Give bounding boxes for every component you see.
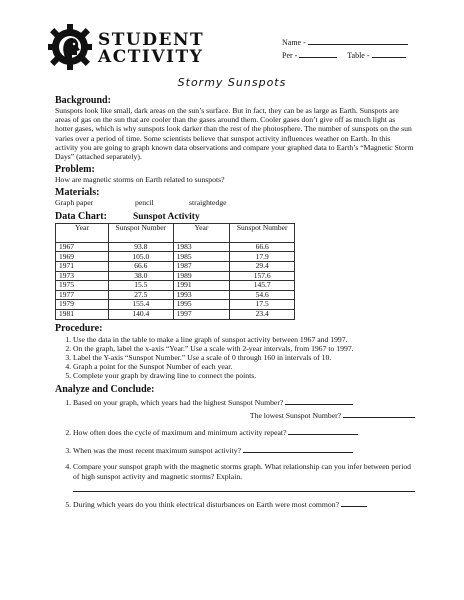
sunspot-number-cell: 29.4	[230, 262, 295, 272]
sunspot-number-cell: 17.5	[230, 300, 295, 310]
background-text: Sunspots look like small, dark areas on the sun’s surface. But in fact, they can be as large as Earth. Sunspots are areas of gas on the sun that are cooler than the gases around them. Cooler gases don’t give off as much light as hotter gases, which is why sunspots look darker than the rest of the photosphere. The number of sunspots on the sun varies over a period of time. Some scientists believe that sunspot activity influences weather on Earth. In this activity you are going to graph known data observations and compare your graphed data to Earth’s “Magnetic Storm Days” (attached separately).	[55, 106, 414, 162]
answer-line-2[interactable]	[288, 427, 358, 435]
question-5-text: During which years do you think electrical disturbances on Earth were most common?	[73, 500, 339, 510]
procedure-step: 2. On the graph, label the x-axis “Year.” Use a scale with 2-year intervals, from 1967 to 1997.	[73, 344, 415, 353]
question-1b-text: The lowest Sunspot Number?	[249, 411, 342, 420]
problem-heading: Problem:	[55, 164, 95, 176]
answer-line-3[interactable]	[243, 445, 353, 453]
sunspot-number-cell: 140.4	[108, 309, 173, 319]
year-cell: 1981	[56, 309, 109, 319]
answer-line-1a[interactable]	[285, 397, 353, 405]
sunspot-number-cell: 145.7	[230, 281, 295, 291]
materials-list	[55, 198, 415, 207]
year-cell: 1973	[56, 271, 109, 281]
sunspot-data-table	[55, 223, 295, 320]
materials-heading: Materials:	[55, 187, 100, 199]
table-row	[56, 252, 295, 262]
student-info-fields	[282, 36, 408, 62]
question-2-text: How often does the cycle of maximum and minimum activity repeat?	[73, 428, 287, 438]
year-cell: 1993	[173, 290, 230, 300]
table-row	[56, 242, 295, 252]
sunspot-number-cell: 17.9	[230, 252, 295, 262]
sunspot-number-cell: 93.8	[108, 242, 173, 252]
gear-head-logo-icon	[44, 20, 96, 72]
year-cell: 1969	[56, 252, 109, 262]
sunspot-number-cell: 38.0	[108, 271, 173, 281]
data-chart-header	[55, 211, 415, 222]
procedure-heading: Procedure:	[55, 322, 103, 334]
answer-line-4[interactable]	[73, 481, 415, 492]
problem-text: How are magnetic storms on Earth related to sunspots?	[55, 175, 225, 185]
brand-line-1: STUDENT	[98, 30, 205, 50]
procedure-step: 1. Use the data in the table to make a line graph of sunspot activity between 1967 and 1997.	[73, 335, 415, 344]
year-cell: 1989	[173, 271, 230, 281]
table-label: Table -	[347, 51, 370, 60]
sunspot-number-cell: 23.4	[230, 309, 295, 319]
procedure-step: 5. Complete your graph by drawing line to connect the points.	[73, 371, 415, 380]
table-row	[56, 309, 295, 319]
table-row	[56, 300, 295, 310]
table-header-year: Year	[173, 223, 230, 242]
sunspot-number-cell: 66.6	[108, 262, 173, 272]
sunspot-number-cell: 27.5	[108, 290, 173, 300]
analyze-heading: Analyze and Conclude:	[55, 383, 155, 395]
year-cell: 1975	[56, 281, 109, 291]
procedure-step: 4. Graph a point for the Sunspot Number of each year.	[73, 362, 415, 371]
background-heading: Background:	[55, 95, 111, 106]
table-header-year: Year	[56, 223, 109, 242]
table-row	[56, 290, 295, 300]
question-list	[55, 397, 415, 510]
per-field[interactable]	[299, 49, 337, 58]
sunspot-number-cell: 15.5	[108, 281, 173, 291]
material-item: pencil	[135, 198, 154, 208]
question-1	[73, 397, 415, 421]
sunspot-number-cell: 54.6	[230, 290, 295, 300]
procedure-step: 3. Label the Y-axis “Sunspot Number.” Use a scale of 0 through 160 in intervals of 10.	[73, 353, 415, 362]
year-cell: 1967	[56, 242, 109, 252]
table-header-sunspot-number: Sunspot Number	[230, 223, 295, 242]
procedure-list	[55, 335, 415, 381]
data-chart-heading: Data Chart:	[55, 210, 107, 222]
material-item: Graph paper	[55, 198, 94, 208]
question-5	[73, 499, 415, 509]
year-cell: 1995	[173, 300, 230, 310]
year-cell: 1987	[173, 262, 230, 272]
table-row	[56, 281, 295, 291]
question-3	[73, 445, 415, 455]
table-header-sunspot-number: Sunspot Number	[108, 223, 173, 242]
question-3-text: When was the most recent maximum sunspot activity?	[73, 445, 242, 455]
sunspot-number-cell: 66.6	[230, 242, 295, 252]
sunspot-number-cell: 155.4	[108, 300, 173, 310]
year-cell: 1971	[56, 262, 109, 272]
year-cell: 1977	[56, 290, 109, 300]
table-row	[56, 262, 295, 272]
year-cell: 1991	[173, 281, 230, 291]
question-2	[73, 427, 415, 437]
per-label: Per -	[282, 51, 298, 60]
brand-line-2: ACTIVITY	[98, 47, 204, 67]
sunspot-number-cell: 105.0	[108, 252, 173, 262]
name-field[interactable]	[308, 36, 408, 45]
question-4	[73, 462, 415, 492]
material-item: straightedge	[189, 198, 227, 208]
year-cell: 1985	[173, 252, 230, 262]
answer-line-5[interactable]	[341, 499, 367, 507]
sunspot-number-cell: 157.6	[230, 271, 295, 281]
worksheet-content	[55, 92, 415, 516]
question-4-text: Compare your sunspot graph with the magnetic storms graph. What relationship can you infer between period of high sunspot activity and magnetic storms? Explain.	[73, 462, 412, 481]
year-cell: 1979	[56, 300, 109, 310]
data-chart-title: Sunspot Activity	[132, 211, 200, 222]
brand-title	[98, 32, 204, 66]
year-cell: 1997	[173, 309, 230, 319]
question-1-text: Based on your graph, which years had the highest Sunspot Number?	[73, 397, 284, 407]
page-title: Stormy Sunspots	[177, 76, 287, 89]
year-cell: 1983	[173, 242, 230, 252]
answer-line-1b[interactable]	[343, 410, 415, 418]
name-label: Name -	[282, 38, 306, 47]
table-row	[56, 271, 295, 281]
table-field[interactable]	[372, 49, 406, 58]
